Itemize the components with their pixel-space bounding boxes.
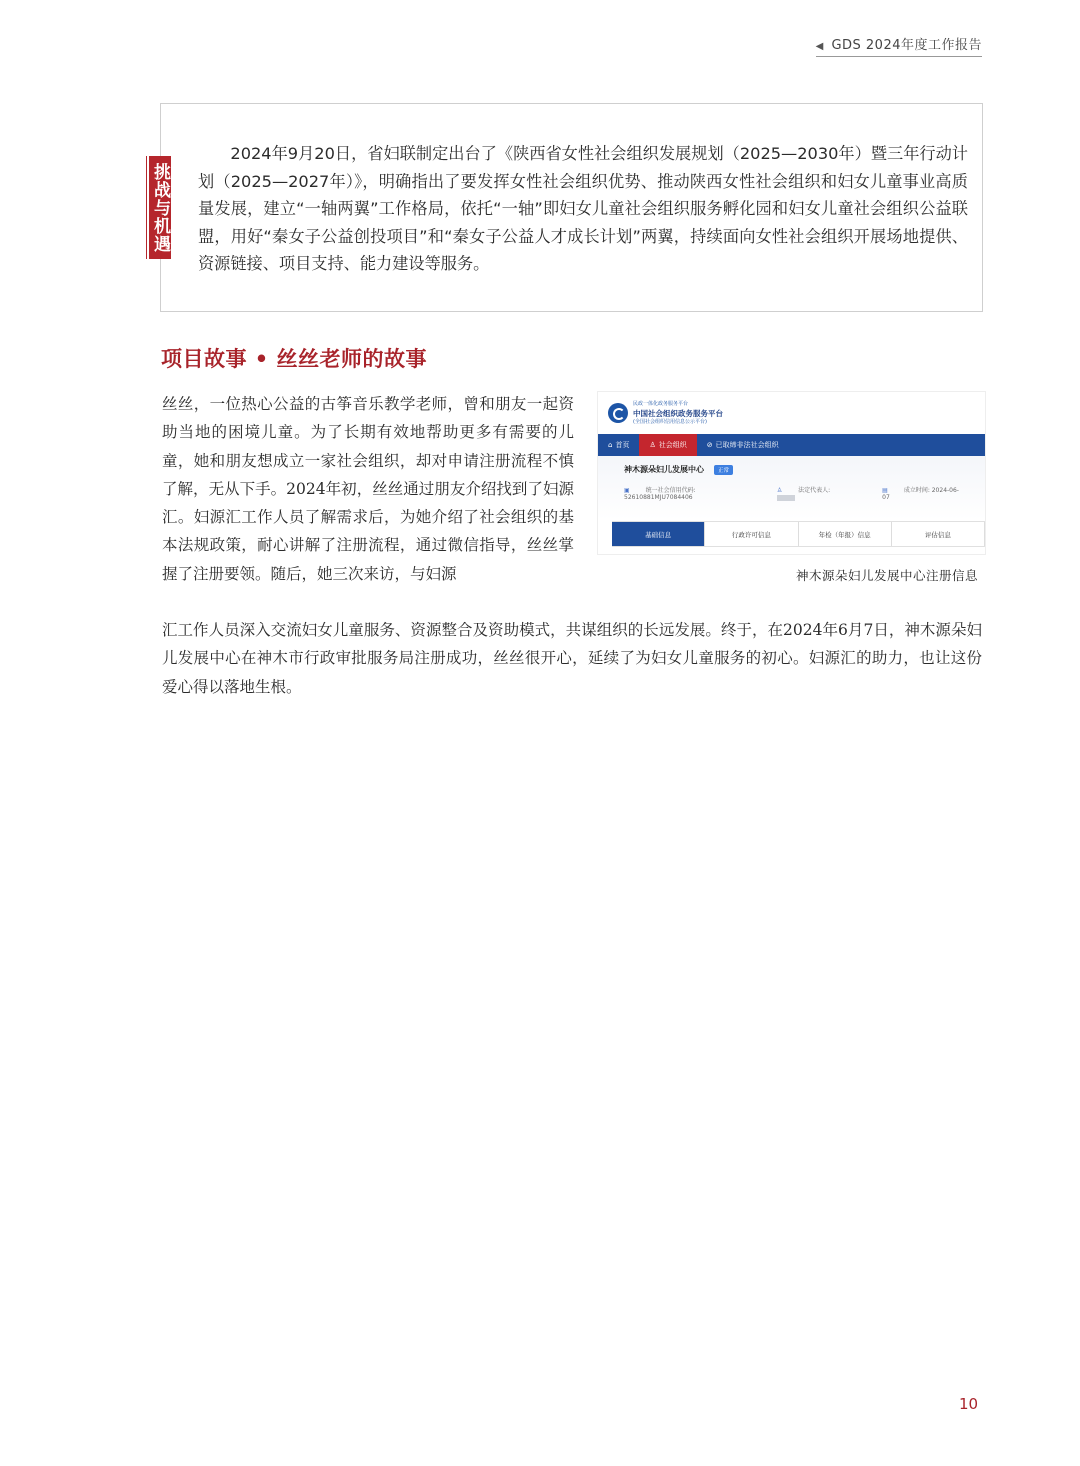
legal-representative — [777, 485, 866, 501]
nav-item-label: 社会组织 — [658, 441, 687, 449]
ban-icon: ⊘ — [706, 441, 713, 449]
nav-item-label: 已取缔非法社会组织 — [715, 441, 779, 449]
nav-item-home[interactable] — [598, 434, 639, 456]
figure-caption: 神木源朵妇儿发展中心注册信息 — [795, 568, 978, 583]
credit-code-text: 统一社会信用代码: 52610881MJU7084406 — [624, 487, 696, 501]
person-icon: ♙ — [649, 441, 656, 449]
challenge-tab: 挑战与机遇 — [149, 156, 171, 259]
founded-date — [882, 485, 969, 501]
info-tabs — [612, 521, 985, 547]
home-icon: ⌂ — [608, 441, 613, 449]
story-paragraph-full: 汇工作人员深入交流妇女儿童服务、资源整合及资助模式，共谋组织的长远发展。终于，在2024年6月7日，神木源朵妇儿发展中心在神木市行政审批服务局注册成功，丝丝很开心，延续了为妇女儿童服务的初心。妇源汇的助力，也让这份爱心得以落地生根。 — [162, 621, 982, 696]
logo-subtitle-2: (全国社会组织信用信息公示平台) — [633, 418, 707, 425]
left-arrow-icon: ◀ — [815, 41, 824, 52]
founded-date-text: 成立时间: 2024-06-07 — [882, 487, 959, 501]
redacted-name — [777, 495, 795, 501]
page-number: 10 — [959, 1395, 979, 1413]
tab-license-info[interactable]: 行政许可信息 — [705, 522, 798, 546]
org-info-card — [598, 456, 985, 520]
story-paragraph-left: 丝丝，一位热心公益的古筝音乐教学老师，曾和朋友一起资助当地的困境儿童。为了长期有效地帮助更多有需要的儿童，她和朋友想成立一家社会组织，却对申请注册流程不慎了解，无从下手。2024年初，丝丝通过朋友介绍找到了妇源汇。妇源汇工作人员了解需求后，为她介绍了社会组织的基本法规政策，耐心讲解了注册流程，通过微信指导，丝丝掌握了注册要领。随后，她三次来访，与妇源 — [162, 395, 574, 583]
logo-subtitle: 民政一体化政务服务平台 — [633, 400, 689, 407]
running-header-text: GDS 2024年度工作报告 — [831, 38, 982, 53]
nav-item-label: 首页 — [615, 441, 630, 449]
status-badge: 正常 — [714, 465, 733, 475]
tab-annual-report[interactable]: 年检（年报）信息 — [799, 522, 892, 546]
challenge-paragraph: 2024年9月20日，省妇联制定出台了《陕西省女性社会组织发展规划（2025—2030年）暨三年行动计划（2025—2027年）》，明确指出了要发挥女性社会组织优势、推动陕西女性社会组织和妇女儿童事业高质量发展，建立“一轴两翼”工作格局，依托“一轴”即妇女儿童社会组织服务孵化园和妇女儿童社会组织公益联盟，用好“秦女子公益创投项目”和“秦女子公益人才成长计划”两翼，持续面向女性社会组织开展场地提供、资源链接、项目支持、能力建设等服务。 — [198, 144, 968, 273]
user-icon: ♙ — [776, 487, 783, 494]
credit-code — [624, 485, 761, 501]
running-header — [816, 34, 982, 57]
platform-logo-text — [633, 400, 723, 427]
platform-nav — [598, 434, 985, 456]
calendar-icon: ▤ — [882, 487, 888, 494]
tab-basic-info[interactable]: 基础信息 — [612, 522, 705, 546]
registration-screenshot — [598, 392, 985, 554]
nav-item-social-org[interactable] — [639, 434, 696, 456]
nav-item-banned-org[interactable] — [697, 434, 789, 456]
id-card-icon: ▣ — [624, 487, 630, 494]
logo-title: 中国社会组织政务服务平台 — [633, 408, 723, 418]
section-title: 项目故事 • 丝丝老师的故事 — [161, 347, 428, 371]
legal-rep-label: 法定代表人: — [798, 487, 831, 494]
org-name: 神木源朵妇儿发展中心 — [624, 465, 704, 474]
tab-evaluation[interactable]: 评估信息 — [892, 522, 985, 546]
platform-logo-icon — [608, 403, 628, 423]
platform-header — [598, 392, 985, 434]
